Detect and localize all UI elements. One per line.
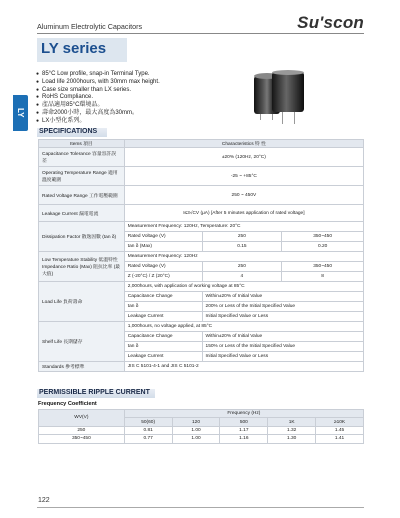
dissipation-rated-voltage-label: Rated Voltage (V)	[124, 232, 202, 242]
low-temperature-label: Low Temperature Stability 低溫特性 Impedance Ratio (Max) 阻抗比率 (最大值)	[39, 252, 125, 282]
frequency-column-header: 50(60)	[124, 418, 172, 426]
table-row	[39, 186, 364, 205]
load-life-tan-value: 200% or Less of the Initial Specified Value	[202, 302, 363, 312]
load-life-condition: 2,000hours, with application of working voltage at 85°C	[124, 282, 363, 292]
bullet-icon: ●	[36, 117, 40, 124]
leakage-current-label: Leakage Current 漏電電流	[39, 205, 125, 222]
table-header-row	[39, 140, 364, 148]
frequency-header: Frequency (Hz)	[124, 410, 363, 418]
low-temperature-voltage-b: 350~450	[282, 262, 364, 272]
coefficient-cell: 1.45	[316, 426, 364, 434]
specifications-table	[38, 139, 364, 372]
standards-label: Standards 參考標準	[39, 362, 125, 372]
coefficient-cell: 1.00	[172, 426, 220, 434]
side-tab-label: LY	[16, 108, 25, 118]
specifications-heading: SPECIFICATIONS	[39, 128, 98, 135]
coefficient-cell: 1.30	[268, 435, 316, 443]
coefficient-cell: 1.41	[316, 435, 364, 443]
rated-voltage-value: 250 ~ 450V	[124, 186, 363, 205]
feature-list	[36, 71, 160, 126]
coefficient-cell: 1.00	[172, 435, 220, 443]
impedance-ratio-b: 8	[282, 272, 364, 282]
dissipation-voltage-b: 350~450	[282, 232, 364, 242]
bullet-icon: ●	[36, 109, 40, 116]
table-row	[39, 322, 364, 332]
footer-divider	[37, 507, 364, 508]
feature-item: ● 85°C Low profile, snap-in Terminal Type.	[36, 71, 150, 77]
table-row	[39, 222, 364, 232]
frequency-coefficient-heading: Frequency Coefficient	[38, 401, 97, 407]
bullet-icon: ●	[36, 86, 40, 93]
dissipation-factor-label: Dissipation Factor 散逸因數 (tan δ)	[39, 222, 125, 252]
dissipation-voltage-a: 250	[202, 232, 282, 242]
dissipation-tan-a: 0.15	[202, 242, 282, 252]
table-row	[39, 282, 364, 292]
feature-item: ● LX小型化系列。	[36, 117, 86, 124]
low-temperature-voltage-a: 250	[202, 262, 282, 272]
standards-value: JIS C 5101-4-1 and JIS C 5101-2	[124, 362, 363, 372]
table-row	[39, 167, 364, 186]
dissipation-measurement: Measurement Frequency: 120Hz, Temperature: 20°C	[124, 222, 363, 232]
table-row	[39, 252, 364, 262]
wv-header: WV(V)	[39, 410, 125, 427]
shelf-life-leakage-label: Leakage Current	[124, 352, 202, 362]
table-row	[39, 362, 364, 372]
wv-cell: 250	[39, 426, 125, 434]
bullet-icon: ●	[36, 102, 40, 109]
coefficient-cell: 1.17	[220, 426, 268, 434]
load-life-tan-label: tan δ	[124, 302, 202, 312]
shelf-life-label: Shelf Life 長期儲存	[39, 322, 125, 362]
page-number: 122	[38, 497, 50, 504]
capacitor-photo	[252, 70, 308, 130]
coefficient-cell: 0.81	[124, 426, 172, 434]
feature-item: ● Load life 2000hours, with 30mm max height.	[36, 78, 160, 85]
rated-voltage-label: Rated Voltage Range 工作電壓範圍	[39, 186, 125, 205]
temperature-range-label: Operating Temperature Range 適用溫度範圍	[39, 167, 125, 186]
ripple-heading: PERMISSIBLE RIPPLE CURRENT	[39, 389, 150, 396]
temperature-range-value: -25 ~ +85°C	[124, 167, 363, 186]
leakage-current-value: I≤3√CV (μA) [After 5 minutes application of rated voltage]	[124, 205, 363, 222]
load-life-leakage-label: Leakage Current	[124, 312, 202, 322]
catalog-title: Aluminum Electrolytic Capacitors	[37, 22, 143, 31]
feature-item: ● Case size smaller than LX series.	[36, 86, 132, 93]
brand-logo: Su'scon	[297, 13, 364, 32]
impedance-ratio-a: 4	[202, 272, 282, 282]
table-row	[39, 435, 364, 443]
low-temperature-voltage-label: Rated Voltage (V)	[124, 262, 202, 272]
table-header-row	[39, 410, 364, 418]
bullet-icon: ●	[36, 94, 40, 101]
feature-item: ● 壽命2000小時，最大高度為30mm。	[36, 109, 139, 116]
bullet-icon: ●	[36, 71, 40, 77]
frequency-column-header: ≥10K	[316, 418, 364, 426]
frequency-column-header: 120	[172, 418, 220, 426]
wv-cell: 350~450	[39, 435, 125, 443]
table-row	[39, 148, 364, 167]
capacitance-tolerance-label: Capacitance Tolerance 容量容許誤差	[39, 148, 125, 167]
low-temperature-measurement: Measurement Frequency: 120Hz	[124, 252, 363, 262]
impedance-ratio-label: Z (-20°C) / Z (20°C)	[124, 272, 202, 282]
frequency-column-header: 1K	[268, 418, 316, 426]
dissipation-tan-label: tan δ (Max)	[124, 242, 202, 252]
coefficient-cell: 0.77	[124, 435, 172, 443]
column-header-items: Items 項目	[39, 140, 125, 148]
load-life-capacitance-label: Capacitance Change	[124, 292, 202, 302]
shelf-life-leakage-value: Initial Specified Value or Less	[202, 352, 363, 362]
coefficient-cell: 1.16	[220, 435, 268, 443]
series-title: LY series	[41, 40, 107, 57]
shelf-life-tan-value: 150% or Less of the Initial Specified Value	[202, 342, 363, 352]
header-divider	[37, 33, 364, 34]
bullet-icon: ●	[36, 78, 40, 85]
load-life-leakage-value: Initial Specified Value or Less	[202, 312, 363, 322]
shelf-life-capacitance-value: Within±20% of Initial Value	[202, 332, 363, 342]
dissipation-tan-b: 0.20	[282, 242, 364, 252]
load-life-label: Load Life 負荷壽命	[39, 282, 125, 322]
load-life-capacitance-value: Within±20% of Initial Value	[202, 292, 363, 302]
column-header-characteristics: Characteristics 特 性	[124, 140, 363, 148]
shelf-life-capacitance-label: Capacitance Change	[124, 332, 202, 342]
frequency-column-header: 500	[220, 418, 268, 426]
coefficient-cell: 1.32	[268, 426, 316, 434]
table-row	[39, 426, 364, 434]
feature-item: ● 產品適用85°C環境品。	[36, 102, 104, 109]
shelf-life-tan-label: tan δ	[124, 342, 202, 352]
shelf-life-condition: 1,000hours, no voltage applied, at 85°C	[124, 322, 363, 332]
capacitance-tolerance-value: ±20% (120Hz, 20°C)	[124, 148, 363, 167]
frequency-coefficient-table	[38, 409, 364, 444]
table-row	[39, 205, 364, 222]
feature-item: ● RoHS Compliance.	[36, 94, 94, 101]
